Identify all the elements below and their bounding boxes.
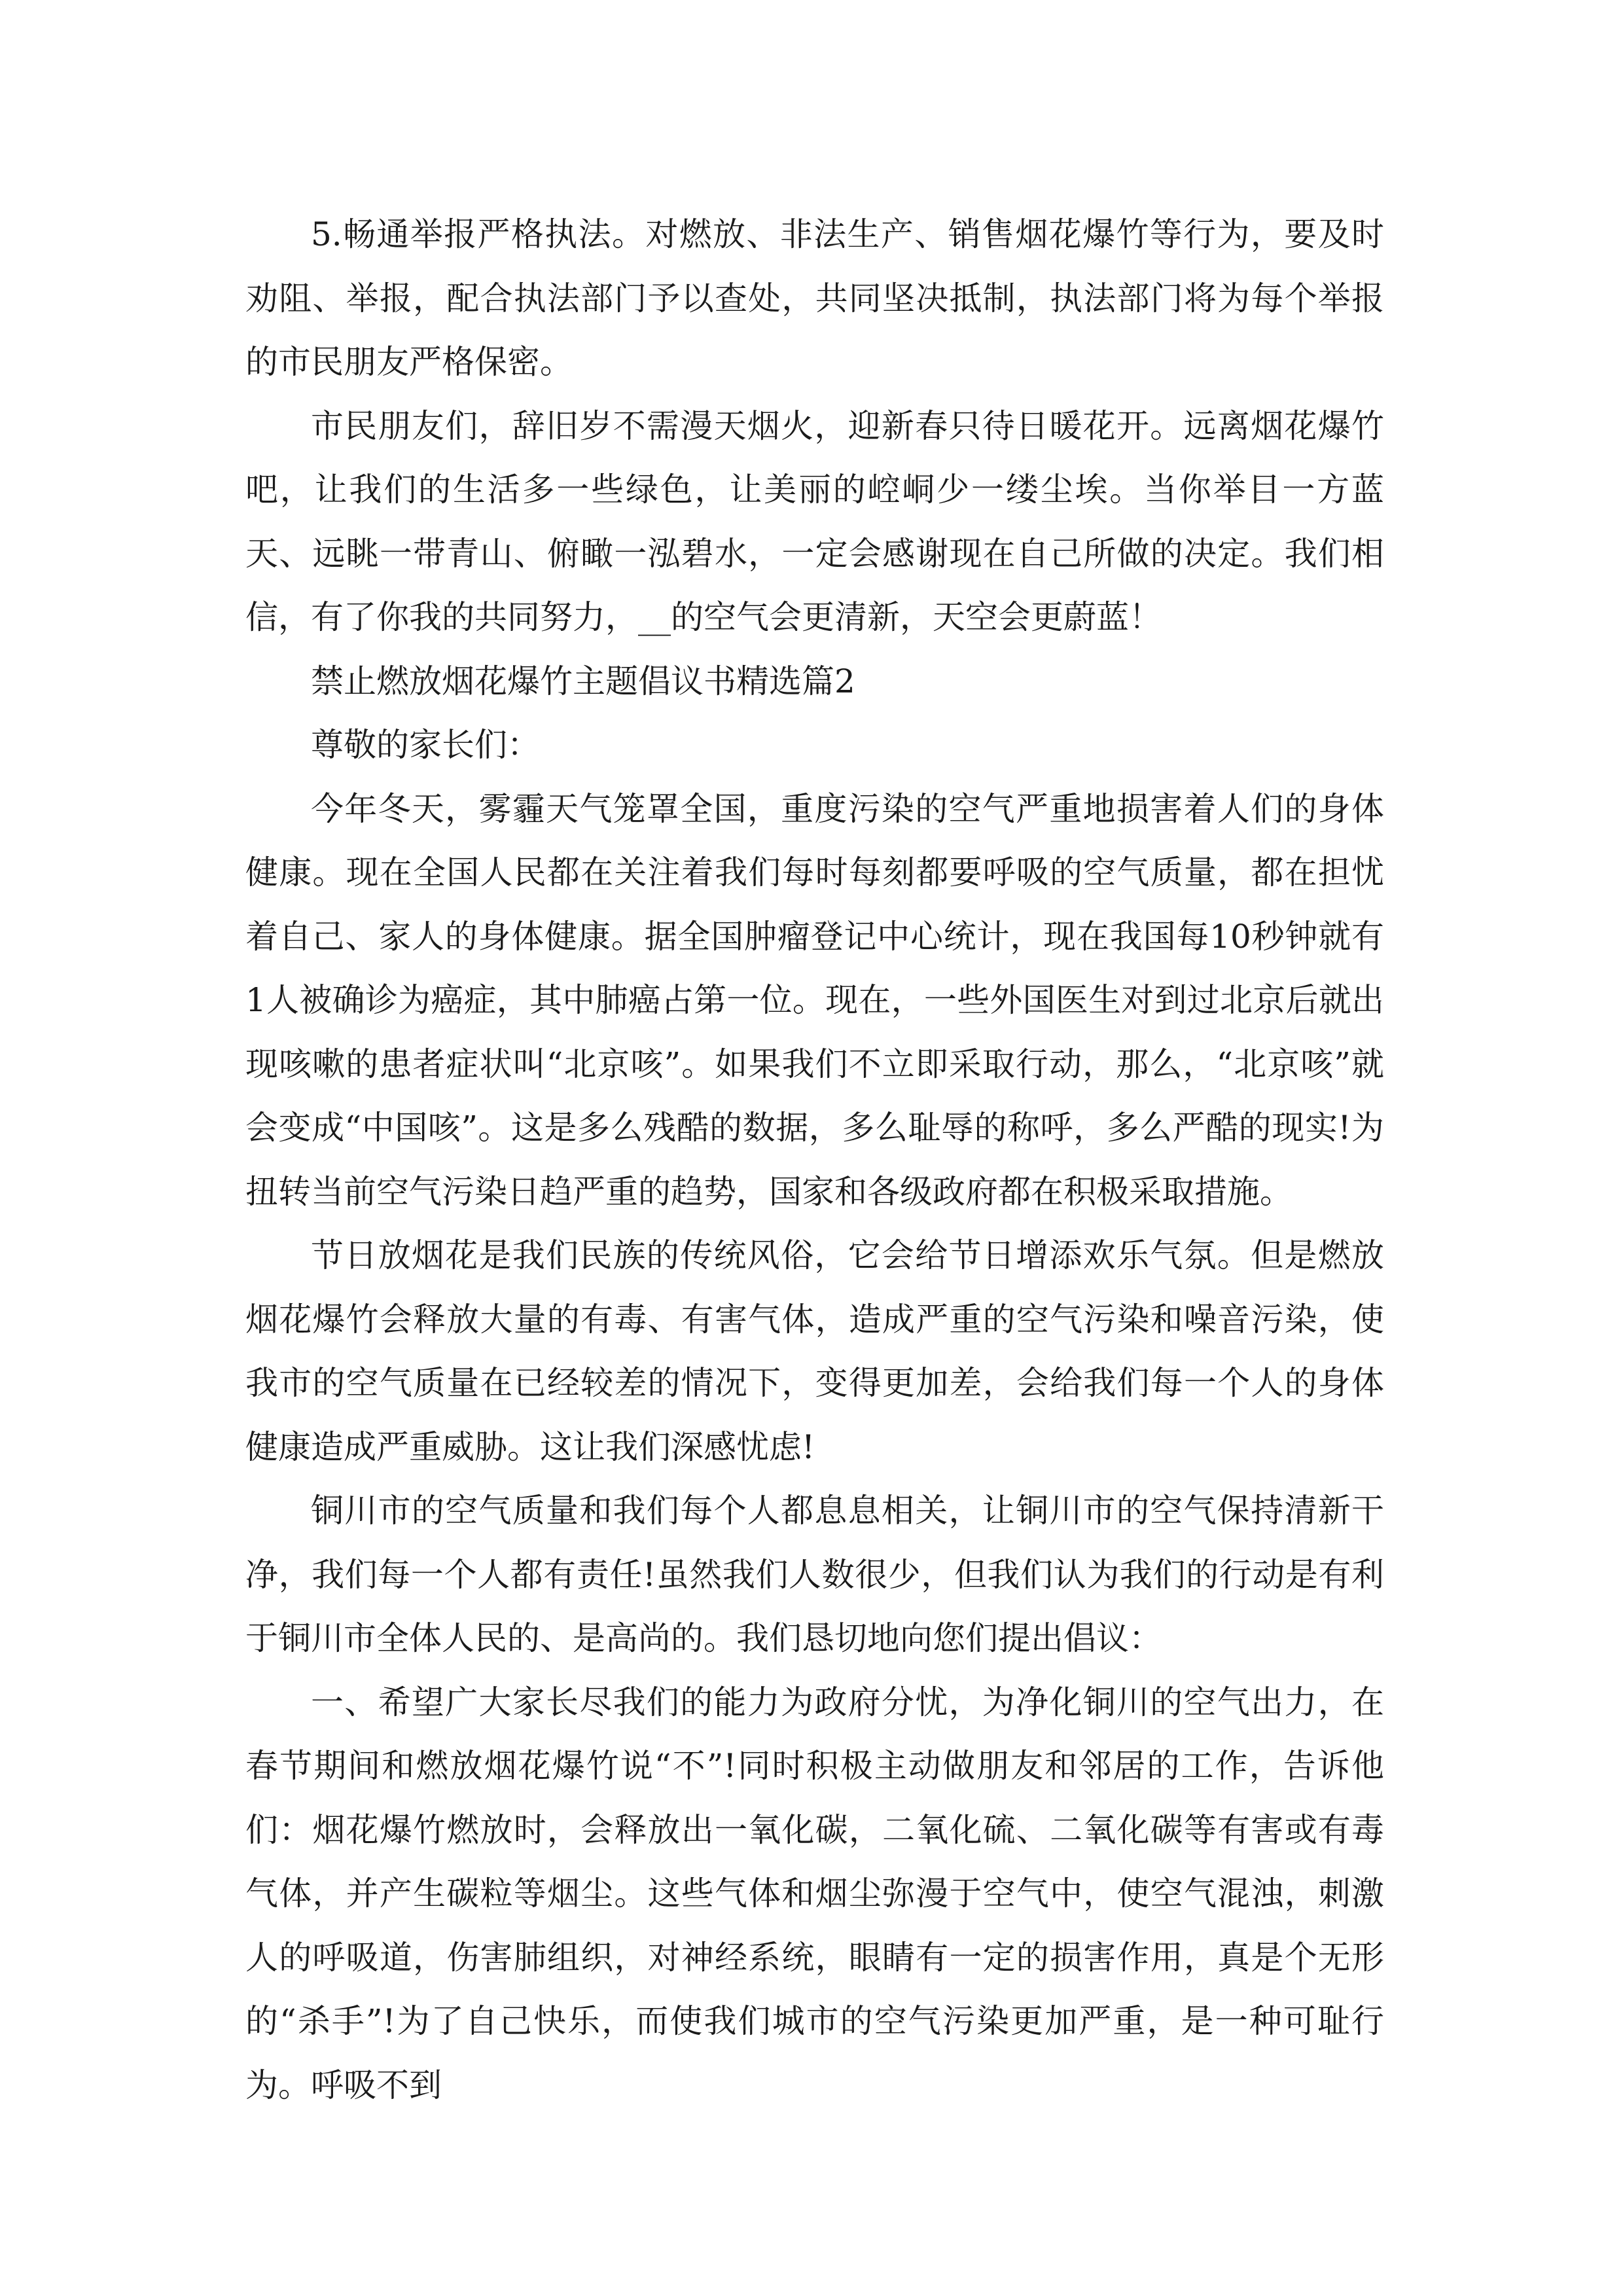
- section-heading: 禁止燃放烟花爆竹主题倡议书精选篇2: [311, 662, 855, 700]
- paragraph-fireworks-pollution: 节日放烟花是我们民族的传统风俗，它会给节日增添欢乐气氛。但是燃放烟花爆竹会释放大量的有毒、有害气体，造成严重的空气污染和噪音污染，使我市的空气质量在已经较差的情况下，变得更加差，会给我们每一个人的身体健康造成严重威胁。这让我们深感忧虑!: [245, 1236, 1384, 1466]
- paragraph-reporting-enforcement: 5.畅通举报严格执法。对燃放、非法生产、销售烟花爆竹等行为，要及时劝阻、举报，配合执法部门予以查处，共同坚决抵制，执法部门将为每个举报的市民朋友严格保密。: [245, 215, 1384, 381]
- paragraph-tongchuan-air: 铜川市的空气质量和我们每个人都息息相关，让铜川市的空气保持清新干净，我们每一个人都有责任!虽然我们人数很少，但我们认为我们的行动是有利于铜川市全体人民的、是高尚的。我们恳切地向您们提出倡议：: [245, 1492, 1384, 1657]
- paragraph-smog-health: 今年冬天，雾霾天气笼罩全国，重度污染的空气严重地损害着人们的身体健康。现在全国人民都在关注着我们每时每刻都要呼吸的空气质量，都在担忧着自己、家人的身体健康。据全国肿瘤登记中心统计，现在我国每10秒钟就有1人被确诊为癌症，其中肺癌占第一位。现在，一些外国医生对到过北京后就出现咳嗽的患者症状叫“北京咳”。如果我们不立即采取行动，那么，“北京咳”就会变成“中国咳”。这是多么残酷的数据，多么耻辱的称呼，多么严酷的现实!为扭转当前空气污染日趋严重的趋势，国家和各级政府都在积极采取措施。: [245, 789, 1384, 1211]
- paragraph-citizens-appeal: 市民朋友们，辞旧岁不需漫天烟火，迎新春只待日暖花开。远离烟花爆竹吧，让我们的生活多一些绿色，让美丽的崆峒少一缕尘埃。当你举目一方蓝天、远眺一带青山、俯瞰一泓碧水，一定会感谢现在自己所做的决定。我们相信，有了你我的共同努力，__的空气会更清新，天空会更蔚蓝！: [245, 406, 1384, 636]
- paragraph-proposal-one: 一、希望广大家长尽我们的能力为政府分忧，为净化铜川的空气出力，在春节期间和燃放烟花爆竹说“不”!同时积极主动做朋友和邻居的工作，告诉他们：烟花爆竹燃放时，会释放出一氧化碳，二氧化硫、二氧化碳等有害或有毒气体，并产生碳粒等烟尘。这些气体和烟尘弥漫于空气中，使空气混浊，刺激人的呼吸道，伤害肺组织，对神经系统，眼睛有一定的损害作用，真是个无形的“杀手”!为了自己快乐，而使我们城市的空气污染更加严重，是一种可耻行为。呼吸不到: [245, 1683, 1384, 2104]
- salutation: 尊敬的家长们：: [311, 726, 540, 764]
- document-body: [245, 203, 1384, 2117]
